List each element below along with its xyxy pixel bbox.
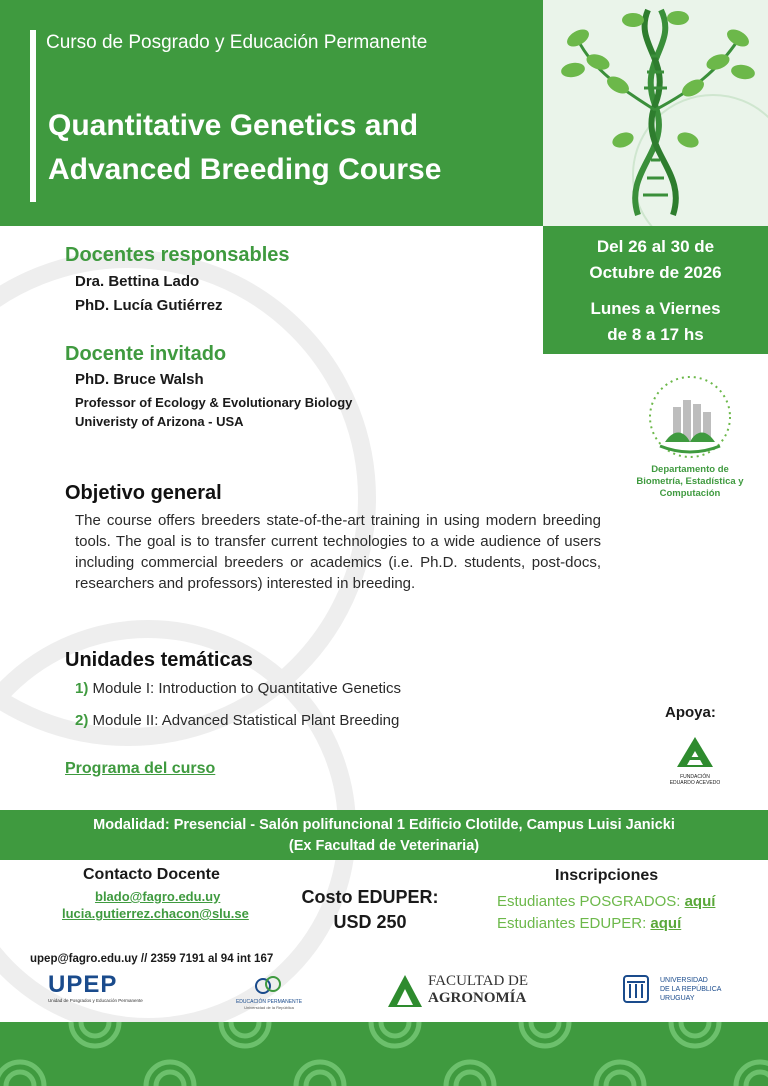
dates-box: [543, 226, 768, 354]
invitado-heading: Docente invitado: [65, 343, 227, 365]
objective-heading: Objetivo general: [65, 482, 222, 504]
header-accent-bar: [30, 30, 36, 202]
program-link[interactable]: Programa del curso: [65, 760, 216, 777]
docentes-heading: Docentes responsables: [65, 244, 290, 266]
udelar-line2: DE LA REPÚBLICA: [660, 986, 722, 993]
course-schedule: Lunes a Viernes de 8 a 17 hs: [590, 299, 721, 344]
educacion-permanente-logo: [226, 974, 312, 1014]
registration-item: [497, 893, 715, 910]
registration-heading: Inscripciones: [555, 867, 659, 884]
modality-line2: (Ex Facultad de Veterinaria): [288, 838, 480, 854]
contact-heading: Contacto Docente: [83, 866, 220, 883]
registration-link[interactable]: aquí: [650, 915, 682, 932]
contact-phone: upep@fagro.edu.uy // 2359 7191 al 94 int 167: [30, 953, 274, 965]
support-label: Apoya:: [665, 704, 716, 721]
docente-name: Dra. Bettina Lado: [75, 273, 200, 290]
upep-logo: [48, 972, 148, 1010]
course-title: Quantitative Genetics and Advanced Breeding Course: [48, 109, 442, 186]
objective-text: The course offers breeders state-of-the-art training in using modern breeding tools. The goal is to transfer current technologies to a wide audience of users including commercial breeders or academics (i.e. Ph.D. students, post-docs, researchers and professors) interested in breeding.: [75, 512, 601, 592]
ep-title: EDUCACIÓN PERMANENTE: [235, 999, 303, 1005]
course-type: Curso de Posgrado y Educación Permanente: [46, 32, 428, 53]
course-dates: Del 26 al 30 de Octubre de 2026: [589, 237, 722, 282]
unit-text: Module II: Advanced Statistical Plant Breeding: [92, 712, 400, 729]
unit-item: [75, 712, 399, 729]
unit-text: Module I: Introduction to Quantitative Genetics: [92, 680, 402, 697]
udelar-line1: UNIVERSIDAD: [660, 977, 708, 984]
upep-subtitle: Unidad de Posgrados y Educación Permanente: [48, 998, 143, 1003]
foundation-line1: FUNDACIÓN: [680, 774, 710, 780]
docente-name: PhD. Lucía Gutiérrez: [75, 297, 223, 314]
header-banner: [0, 0, 543, 226]
contact-email[interactable]: blado@fagro.edu.uy: [95, 889, 221, 904]
modality-line1: Modalidad: Presencial - Salón polifuncional 1 Edificio Clotilde, Campus Luisi Janicki: [93, 817, 675, 833]
units-heading: Unidades temáticas: [65, 649, 253, 671]
ep-subtitle: Universidad de la República: [244, 1005, 294, 1010]
cost-box: [290, 885, 450, 935]
registration-item: [497, 915, 681, 932]
fagro-logo: [388, 973, 548, 1009]
registration-label: Estudiantes EDUPER:: [497, 915, 647, 932]
contact-email[interactable]: lucia.gutierrez.chacon@slu.se: [62, 906, 249, 921]
unit-number: 1): [75, 680, 89, 697]
upep-wordmark: UPEP: [48, 971, 118, 998]
cost-label: Costo EDUPER:: [301, 887, 439, 907]
invitado-affiliation: Univeristy of Arizona - USA: [75, 414, 244, 429]
udelar-line3: URUGUAY: [660, 995, 695, 1002]
registration-link[interactable]: aquí: [684, 893, 716, 910]
dna-plant-illustration: [543, 0, 768, 226]
unit-number: 2): [75, 712, 89, 729]
unit-item: [75, 680, 401, 697]
invitado-role: Professor of Ecology & Evolutionary Biology: [75, 395, 353, 410]
foundation-line2: EDUARDO ACEVEDO: [669, 780, 721, 786]
invitado-name: PhD. Bruce Walsh: [75, 371, 204, 388]
cost-value: USD 250: [333, 912, 407, 932]
registration-label: Estudiantes POSGRADOS:: [497, 893, 681, 910]
fagro-line2: AGRONOMÍA: [428, 990, 527, 1006]
foundation-logo: [665, 735, 725, 787]
fagro-line1: FACULTAD DE: [428, 973, 529, 989]
modality-banner: [0, 810, 768, 860]
udelar-logo: [622, 974, 732, 1010]
footer-pattern: [0, 1022, 768, 1086]
department-logo: [630, 372, 750, 499]
department-name: Departamento de Biometría, Estadística y Computación: [636, 464, 744, 499]
